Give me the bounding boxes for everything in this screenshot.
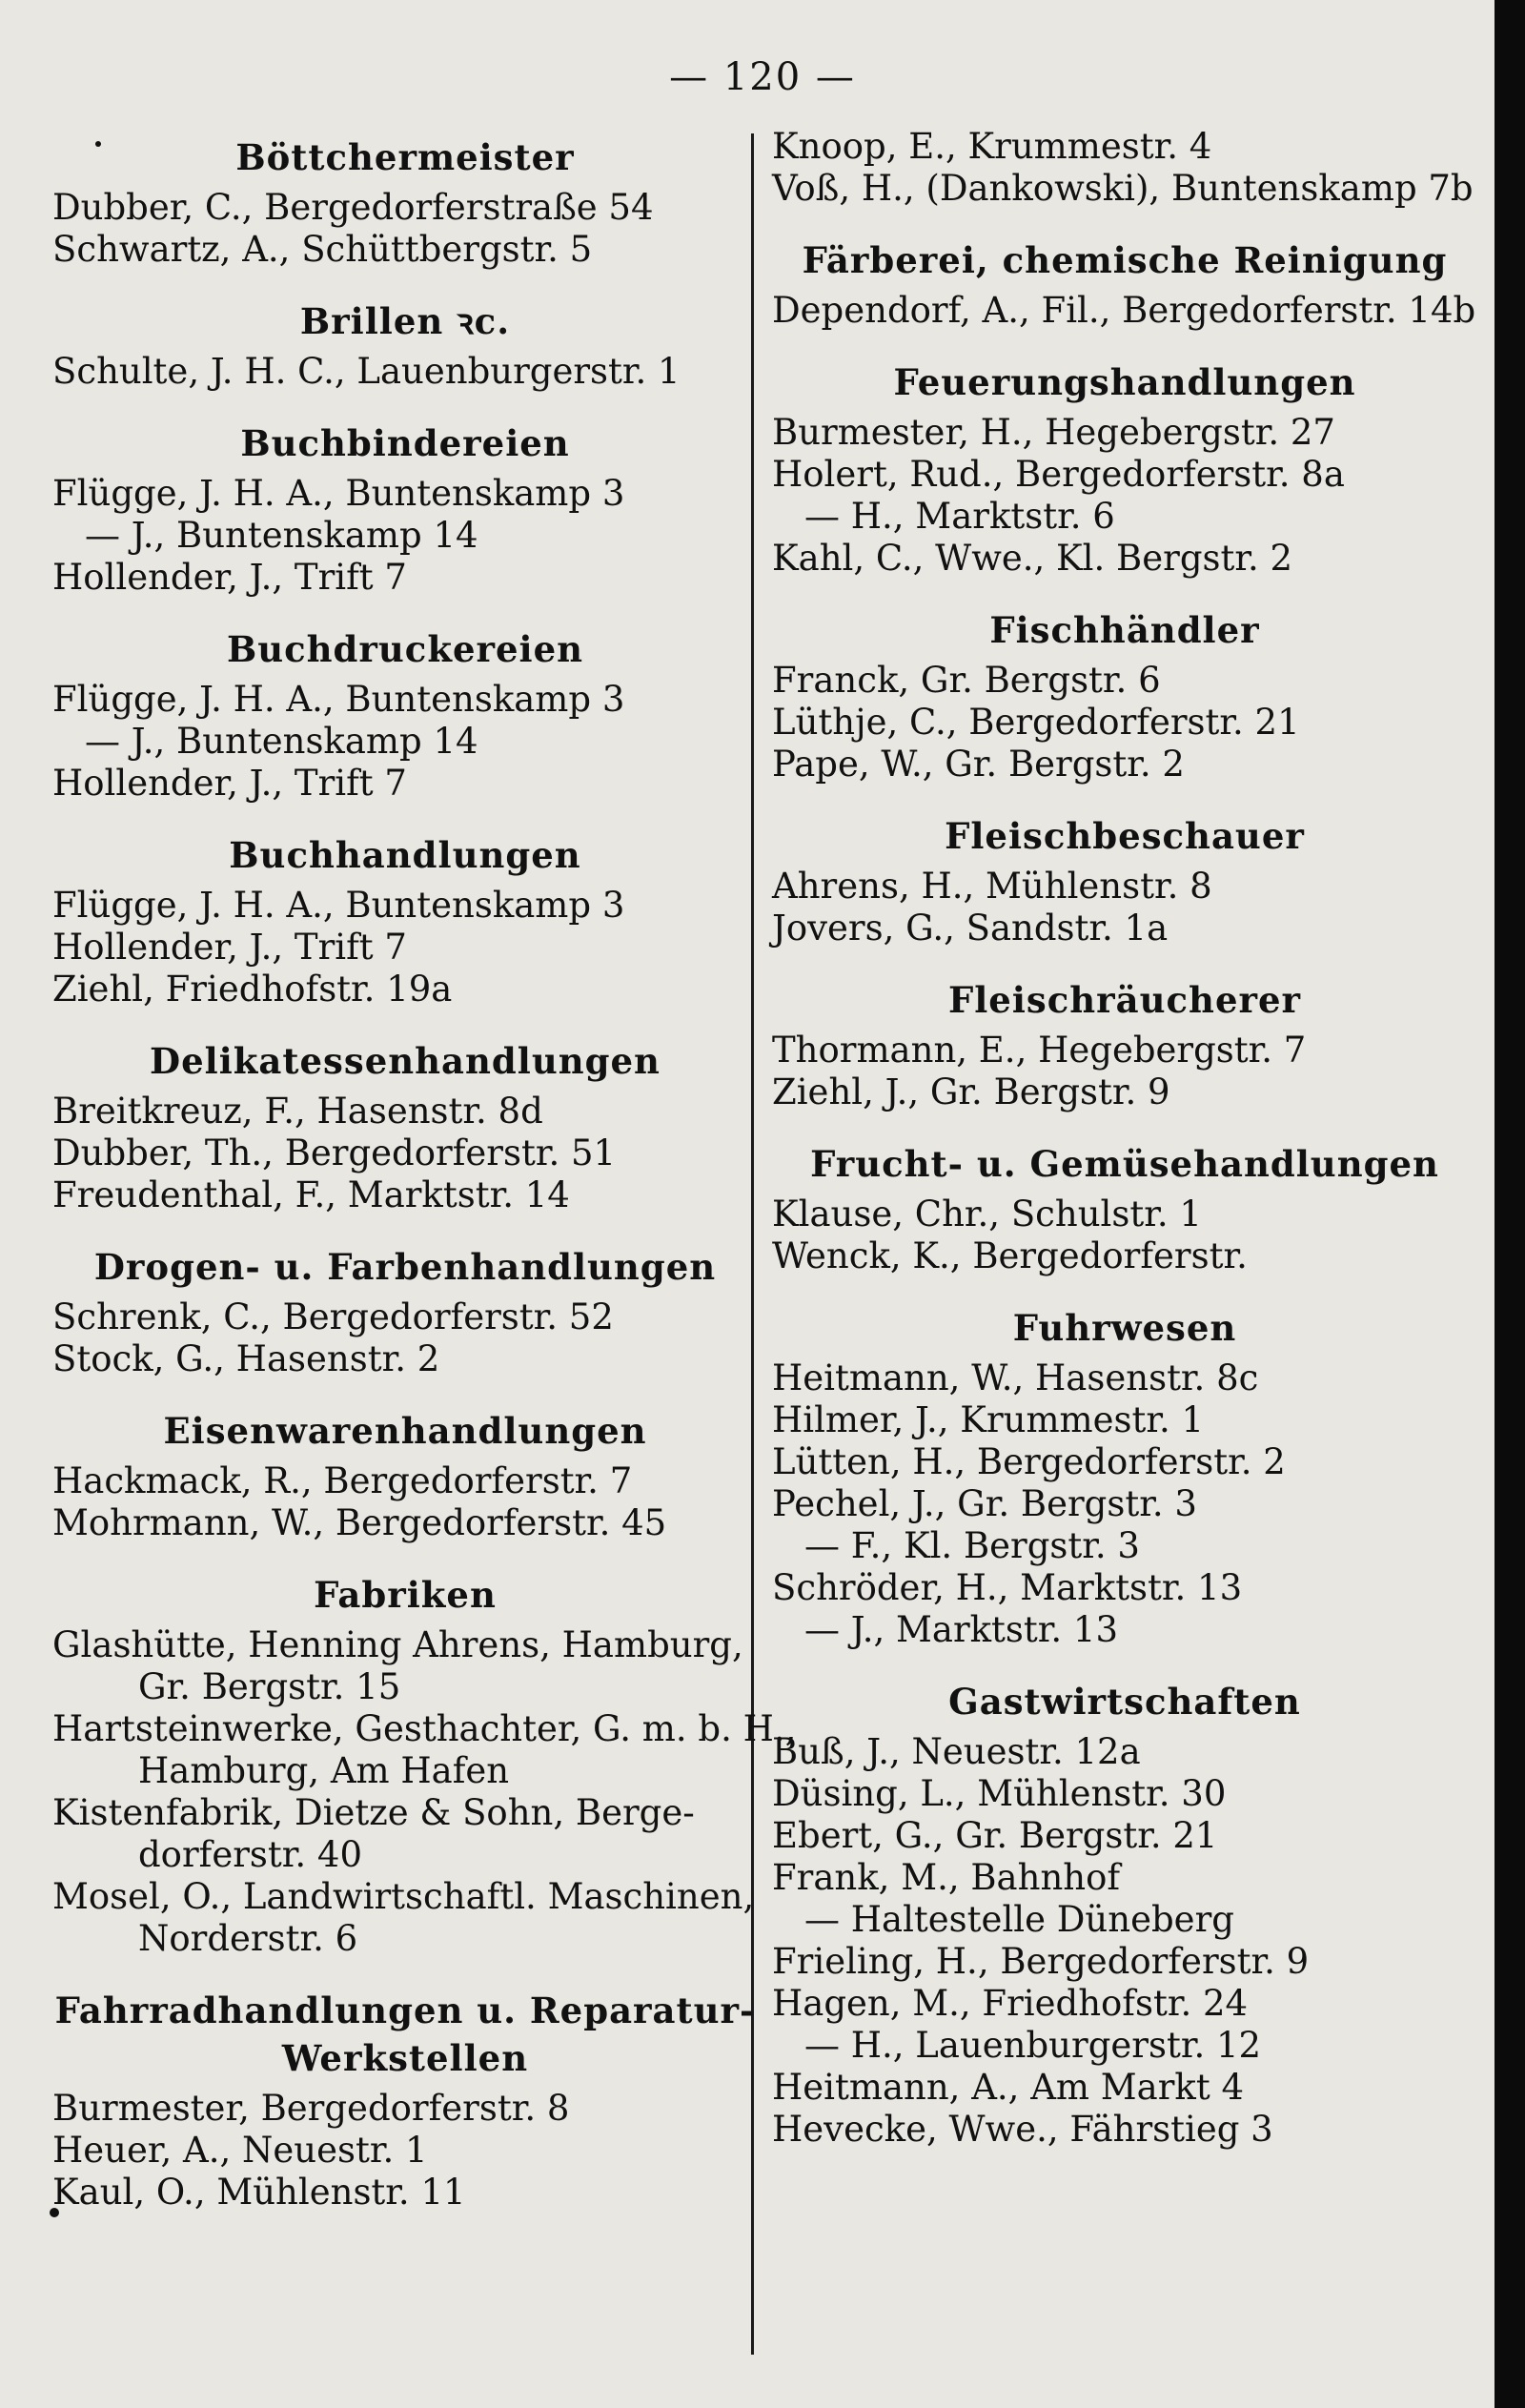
directory-entry: Hartsteinwerke, Gesthachter, G. m. b. H., [52,1708,797,1749]
section-heading: Fleischbeschauer [945,815,1305,857]
section-heading: Eisenwarenhandlungen [163,1410,647,1452]
directory-section [772,236,1477,332]
directory-entry: Klause, Chr., Schulstr. 1 [772,1194,1202,1235]
page-edge [1494,0,1525,2408]
directory-entry: Flügge, J. H. A., Buntenskamp 3 [52,473,625,514]
directory-entry: Flügge, J. H. A., Buntenskamp 3 [52,885,625,926]
directory-section [772,606,1477,786]
directory-entry: Franck, Gr. Bergstr. 6 [772,660,1161,701]
directory-entry: Flügge, J. H. A., Buntenskamp 3 [52,679,625,720]
directory-entry: Dubber, C., Bergedorferstraße 54 [52,187,654,228]
directory-entry: Gr. Bergstr. 15 [138,1666,401,1707]
directory-entry: Hagen, M., Friedhofstr. 24 [772,1983,1249,2024]
right-column [772,126,1477,2177]
directory-section [772,1304,1477,1651]
directory-entry: Schrenk, C., Bergedorferstr. 52 [52,1296,614,1337]
directory-entry: Hilmer, J., Krummestr. 1 [772,1399,1205,1440]
directory-entry: Norderstr. 6 [138,1918,358,1959]
directory-section [52,625,758,805]
directory-entry: Thormann, E., Hegebergstr. 7 [772,1030,1307,1071]
directory-entry: dorferstr. 40 [138,1834,363,1875]
section-heading: Brillen ꝛc. [299,300,511,342]
directory-section [772,1140,1477,1277]
directory-entry: — H., Lauenburgerstr. 12 [804,2025,1262,2066]
section-heading: Färberei, chemische Reinigung [802,239,1448,281]
directory-entry: Jovers, G., Sandstr. 1a [772,908,1169,949]
directory-entry: Dependorf, A., Fil., Bergedorferstr. 14b [772,290,1476,331]
section-heading: Böttchermeister [235,136,575,178]
directory-entry: Kistenfabrik, Dietze & Sohn, Berge- [52,1792,695,1833]
section-heading: Frucht- u. Gemüsehandlungen [810,1143,1439,1185]
directory-entry: Düsing, L., Mühlenstr. 30 [772,1773,1227,1814]
directory-section [52,133,758,271]
section-heading: Delikatessenhandlungen [150,1040,661,1082]
directory-section [52,1987,758,2214]
directory-entry: Mosel, O., Landwirtschaftl. Maschinen, [52,1876,755,1917]
directory-entry: Breitkreuz, F., Hasenstr. 8d [52,1091,543,1132]
section-heading: Fleischräucherer [947,979,1302,1021]
directory-entry: Hollender, J., Trift 7 [52,763,407,804]
directory-entry: Hollender, J., Trift 7 [52,927,407,968]
directory-entry: — J., Buntenskamp 14 [85,721,478,762]
directory-entry: Heuer, A., Neuestr. 1 [52,2130,428,2171]
section-heading: Fahrradhandlungen u. Reparatur- Werkstellen [54,1990,756,2079]
directory-entry: Lütten, H., Bergedorferstr. 2 [772,1441,1286,1482]
directory-entry: Pechel, J., Gr. Bergstr. 3 [772,1483,1197,1524]
directory-entry: Stock, G., Hasenstr. 2 [52,1338,440,1379]
directory-entry: Ahrens, H., Mühlenstr. 8 [772,866,1212,907]
section-heading: Fuhrwesen [1012,1307,1237,1349]
section-heading: Feuerungshandlungen [893,361,1356,403]
section-heading: Drogen- u. Farbenhandlungen [93,1246,717,1288]
directory-entry: — Haltestelle Düneberg [804,1899,1234,1940]
directory-entry: Hackmack, R., Bergedorferstr. 7 [52,1460,633,1501]
directory-entry: Lüthje, C., Bergedorferstr. 21 [772,702,1300,743]
section-heading: Buchhandlungen [229,834,581,876]
directory-entry: Ziehl, Friedhofstr. 19a [52,969,453,1010]
directory-section [52,1407,758,1544]
directory-entry: Wenck, K., Bergedorferstr. [772,1235,1248,1276]
directory-section [52,1571,797,1960]
section-heading: Fischhändler [989,609,1260,651]
directory-entry: — J., Buntenskamp 14 [85,515,478,556]
directory-entry: Burmester, Bergedorferstr. 8 [52,2088,570,2129]
directory-entry: Hollender, J., Trift 7 [52,557,407,598]
directory-entry: — J., Marktstr. 13 [804,1609,1119,1650]
directory-section [772,1678,1477,2151]
directory-entry: Schröder, H., Marktstr. 13 [772,1567,1243,1608]
directory-entry: Burmester, H., Hegebergstr. 27 [772,412,1335,453]
directory-entry: Hamburg, Am Hafen [138,1750,510,1791]
directory-section [52,831,758,1010]
directory-section [772,126,1477,210]
directory-entry: Pape, W., Gr. Bergstr. 2 [772,744,1185,785]
directory-entry: Freudenthal, F., Marktstr. 14 [52,1174,570,1215]
directory-entry: Schwartz, A., Schüttbergstr. 5 [52,229,593,270]
directory-entry: Knoop, E., Krummestr. 4 [772,126,1212,167]
directory-entry: — H., Marktstr. 6 [804,496,1115,537]
directory-entry: Kaul, O., Mühlenstr. 11 [52,2172,466,2213]
directory-entry: Voß, H., (Dankowski), Buntenskamp 7b [772,168,1474,209]
directory-entry: Kahl, C., Wwe., Kl. Bergstr. 2 [772,538,1293,579]
section-heading: Buchbindereien [240,422,570,464]
directory-entry: Buß, J., Neuestr. 12a [772,1731,1141,1772]
directory-entry: Dubber, Th., Bergedorferstr. 51 [52,1133,617,1173]
directory-section [52,419,758,599]
directory-entry: Heitmann, W., Hasenstr. 8c [772,1357,1259,1398]
section-heading: Gastwirtschaften [948,1681,1301,1723]
directory-section [52,1243,758,1380]
directory-entry: Frieling, H., Bergedorferstr. 9 [772,1941,1310,1982]
directory-entry: Hevecke, Wwe., Fährstieg 3 [772,2109,1273,2150]
directory-entry: Heitmann, A., Am Markt 4 [772,2067,1244,2108]
directory-section [772,976,1477,1113]
directory-entry: Ziehl, J., Gr. Bergstr. 9 [772,1071,1170,1112]
left-column [52,126,797,2240]
directory-entry: Ebert, G., Gr. Bergstr. 21 [772,1815,1218,1856]
directory-section [52,297,758,393]
directory-entry: Holert, Rud., Bergedorferstr. 8a [772,454,1345,495]
directory-section [772,812,1477,949]
section-heading: Fabriken [314,1574,497,1616]
page-number: — 120 — [669,55,856,99]
directory-section [772,358,1477,580]
directory-entry: Mohrmann, W., Bergedorferstr. 45 [52,1502,667,1543]
section-heading: Buchdruckereien [226,628,584,670]
directory-section [52,1037,758,1216]
directory-entry: — F., Kl. Bergstr. 3 [804,1525,1140,1566]
directory-entry: Schulte, J. H. C., Lauenburgerstr. 1 [52,351,681,392]
directory-entry: Frank, M., Bahnhof [772,1857,1121,1898]
directory-entry: Glashütte, Henning Ahrens, Hamburg, [52,1624,743,1665]
